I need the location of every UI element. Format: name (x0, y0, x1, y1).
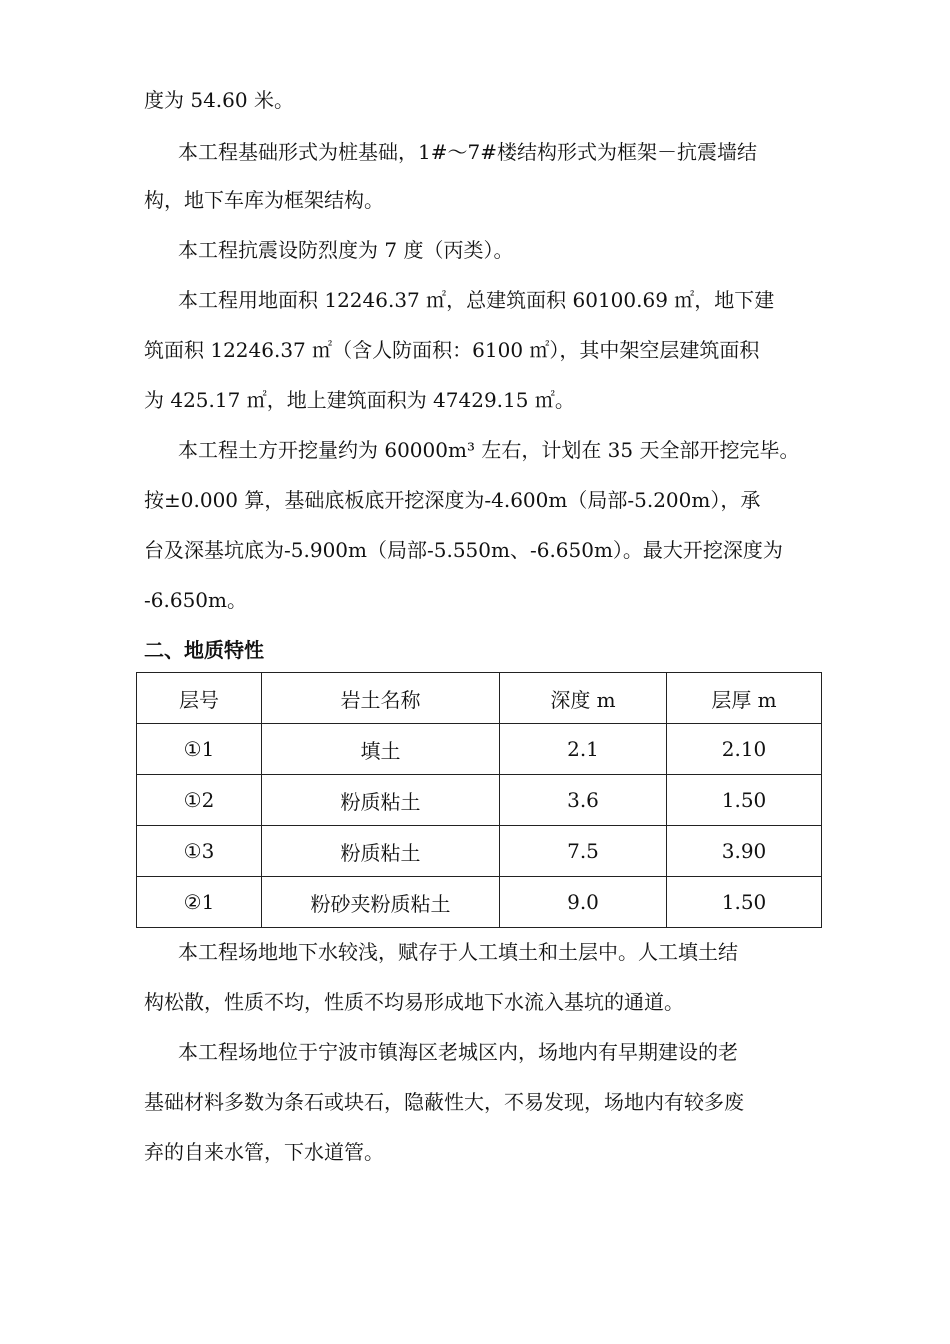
section-heading: 二、地质特性 (144, 638, 264, 662)
table-cell: 粉砂夹粉质粘土 (262, 877, 500, 928)
table-cell: 填土 (262, 724, 500, 775)
paragraph-line: 筑面积 12246.37 ㎡（含人防面积：6100 ㎡），其中架空层建筑面积 (144, 338, 760, 362)
table-cell: ①3 (137, 826, 262, 877)
paragraph-line: 基础材料多数为条石或块石，隐蔽性大，不易发现，场地内有较多废 (144, 1090, 744, 1114)
geology-table (136, 672, 822, 928)
table-row (137, 724, 822, 775)
table-cell: 3.90 (667, 826, 822, 877)
table-cell: 2.10 (667, 724, 822, 775)
table-cell: 粉质粘土 (262, 826, 500, 877)
paragraph-line: 按±0.000 算，基础底板底开挖深度为-4.600m（局部-5.200m），承 (144, 488, 761, 512)
paragraph-line: 本工程场地地下水较浅，赋存于人工填土和土层中。人工填土结 (178, 940, 738, 964)
paragraph-line: 弃的自来水管，下水道管。 (144, 1140, 384, 1164)
table-cell: 7.5 (500, 826, 667, 877)
table-cell: ①1 (137, 724, 262, 775)
table-row (137, 775, 822, 826)
table-cell: 2.1 (500, 724, 667, 775)
table-cell: 粉质粘土 (262, 775, 500, 826)
paragraph-line: 度为 54.60 米。 (144, 88, 294, 112)
paragraph-line: 本工程用地面积 12246.37 ㎡，总建筑面积 60100.69 ㎡，地下建 (178, 288, 775, 312)
paragraph-line: 为 425.17 ㎡，地上建筑面积为 47429.15 ㎡。 (144, 388, 575, 412)
table-row (137, 826, 822, 877)
table-header-row (137, 673, 822, 724)
paragraph-line: 构松散，性质不均，性质不均易形成地下水流入基坑的通道。 (144, 990, 684, 1014)
table-cell: 1.50 (667, 877, 822, 928)
paragraph-line: 本工程场地位于宁波市镇海区老城区内，场地内有早期建设的老 (178, 1040, 738, 1064)
table-header-cell: 岩土名称 (262, 673, 500, 724)
paragraph-line: 本工程土方开挖量约为 60000m³ 左右，计划在 35 天全部开挖完毕。 (178, 438, 800, 462)
table-cell: ①2 (137, 775, 262, 826)
paragraph-line: 本工程抗震设防烈度为 7 度（丙类）。 (178, 238, 514, 262)
paragraph-line: -6.650m。 (144, 588, 247, 612)
table-header-cell: 层厚 m (667, 673, 822, 724)
paragraph-line: 台及深基坑底为-5.900m（局部-5.550m、-6.650m）。最大开挖深度为 (144, 538, 783, 562)
table-row (137, 877, 822, 928)
paragraph-line: 本工程基础形式为桩基础，1#～7#楼结构形式为框架－抗震墙结 (178, 140, 757, 164)
table-header-cell: 层号 (137, 673, 262, 724)
table-cell: 3.6 (500, 775, 667, 826)
table-cell: 9.0 (500, 877, 667, 928)
paragraph-line: 构，地下车库为框架结构。 (144, 188, 384, 212)
table-cell: ②1 (137, 877, 262, 928)
table-header-cell: 深度 m (500, 673, 667, 724)
table-cell: 1.50 (667, 775, 822, 826)
